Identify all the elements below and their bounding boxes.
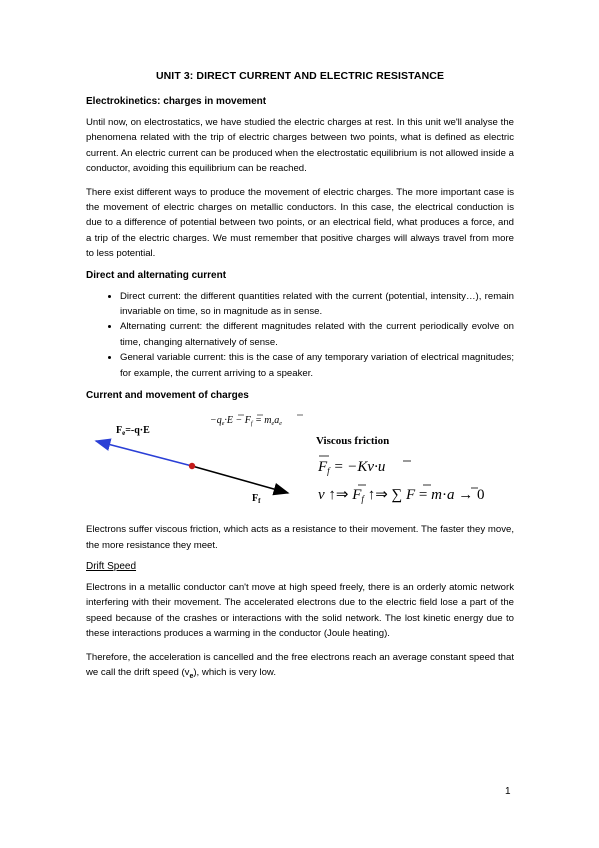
svg-text:v ↑⇒ Ff ↑⇒ ∑ F = m·a → 0: v ↑⇒ $F_f$ ↑⇒ ∑ F = m·a → 0 — [318, 487, 485, 505]
paragraph-electrokinetics-2: There exist different ways to produce the movement of electric charges. The more important case is the movement of electric charges on metallic conductors. In this case, the electrical conduction is due to a difference of potential between two points, or an electrical field, what produces a force, and a trip of the electric charges. We must remember that positive charges will always travel from more to less potential. — [86, 186, 514, 260]
current-types-list — [86, 289, 514, 381]
list-item-variable: • General variable current: this is the case of any temporary variation of electrical magnitudes; for example, the current arriving to a speaker. — [120, 350, 514, 381]
electric-force-arrow — [96, 441, 192, 466]
friction-equation — [317, 456, 411, 476]
limit-equation — [318, 485, 484, 504]
svg-text:Ff = −Kv·u: $F_f = -Kv\cdot u$ — [318, 459, 386, 477]
page-number: 1 — [505, 786, 511, 797]
list-item-direct: • Direct current: the different quantities related with the current (potential, intensity…), remain invariable on time, so in magnitude as in sense. — [120, 289, 514, 320]
heading-drift-speed: Drift Speed — [86, 560, 137, 572]
paragraph-drift-2: Therefore, the acceleration is cancelled and the free electrons reach an average constant speed that we call the drift speed $(v_e)$, which is very low. — [86, 651, 514, 680]
charge-dot — [189, 463, 195, 469]
motion-equation — [210, 415, 303, 427]
heading-electrokinetics: Electrokinetics: charges in movement — [86, 96, 267, 107]
viscous-friction-figure — [86, 409, 514, 514]
document-page — [86, 70, 514, 692]
friction-force-arrow — [192, 466, 288, 493]
list-item-alternating: • Alternating current: the different magnitudes related with the current periodically evolve on time, changing alternatively of sense. — [120, 319, 514, 350]
paragraph-drift-1: Electrons in a metallic conductor can't move at high speed freely, there is an orderly atomic network interfering with their movement. The accelerated electrons due to the electric field lose a part of the speed because of the crashes or interactions with the solid network. The lost kinetic energy due to these interactions produces a warming in the conductor (Joule heating). — [86, 581, 514, 640]
viscous-friction-title: Viscous friction — [316, 435, 390, 448]
heading-current-movement: Current and movement of charges — [86, 390, 249, 402]
paragraph-electrokinetics-1: Until now, on electrostatics, we have studied the electric charges at rest. In this unit we'll analyse the phenomena related with the trip of electric charges between two points, what is defined as electric current. An electric current can be produced when the electrostatic equilibrium is not allowed inside a conductor, avoiding this equilibrium can be reached. — [86, 117, 514, 175]
friction-force-label: $F_f$ — [252, 493, 261, 506]
electric-force-label: $F_e=-q\cdot E$ — [116, 425, 150, 438]
heading-direct-alternating: Direct and alternating current — [86, 269, 227, 281]
paragraph-viscous-friction: Electrons suffer viscous friction, which acts as a resistance to their movement. The faster they move, the more resistance they meet. — [86, 524, 514, 551]
page-title: UNIT 3: DIRECT CURRENT AND ELECTRIC RESISTANCE — [155, 70, 445, 82]
force-diagram — [86, 409, 514, 514]
svg-text:−qe·E − Ff = meae: $-q_e\cdot E - F_f = m_ea_e$ — [210, 415, 282, 428]
